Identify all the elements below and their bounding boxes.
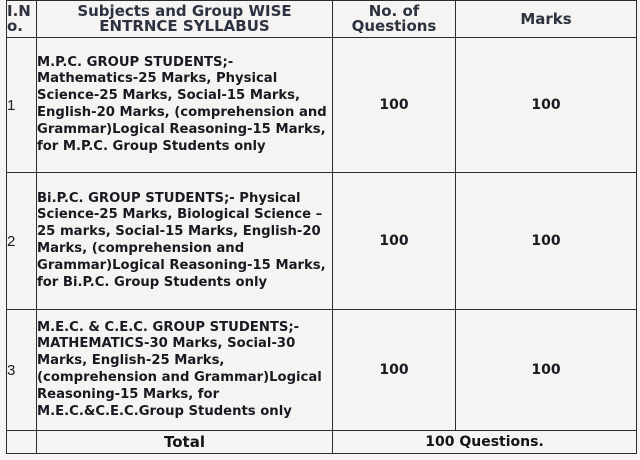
row-subject: M.P.C. GROUP STUDENTS;- Mathematics-25 Marks, Physical Science-25 Marks, Social-15 Marks, English-20 Marks, (comprehension and Grammar)Logical Reasoning-15 Marks, for M.P.C. Group Students only [37,38,333,173]
header-row [7,1,637,38]
total-sno-cell [7,431,37,454]
row-questions: 100 [333,173,456,310]
row-questions: 100 [333,310,456,431]
row-marks: 100 [456,310,637,431]
total-value: 100 Questions. [333,431,637,454]
header-questions: No. of Questions [333,1,456,38]
table-row [7,38,637,173]
row-subject: M.E.C. & C.E.C. GROUP STUDENTS;- MATHEMATICS-30 Marks, Social-30 Marks, English-25 Marks, (comprehension and Grammar)Logical Reasoning-15 Marks, for M.E.C.&C.E.C.Group Students only [37,310,333,431]
row-sno: 3 [7,310,37,431]
total-label: Total [37,431,333,454]
row-marks: 100 [456,38,637,173]
syllabus-table [6,0,637,454]
header-sno: I.N o. [7,1,37,38]
header-marks: Marks [456,1,637,38]
row-subject: Bi.P.C. GROUP STUDENTS;- Physical Science-25 Marks, Biological Science – 25 marks, Social-15 Marks, English-20 Marks, (comprehension and Grammar)Logical Reasoning-15 Marks, for Bi.P.C. Group Students only [37,173,333,310]
row-sno: 1 [7,38,37,173]
table-row [7,310,637,431]
table-row [7,173,637,310]
header-subjects: Subjects and Group WISE ENTRNCE SYLLABUS [37,1,333,38]
total-row [7,431,637,454]
row-marks: 100 [456,173,637,310]
row-sno: 2 [7,173,37,310]
row-questions: 100 [333,38,456,173]
